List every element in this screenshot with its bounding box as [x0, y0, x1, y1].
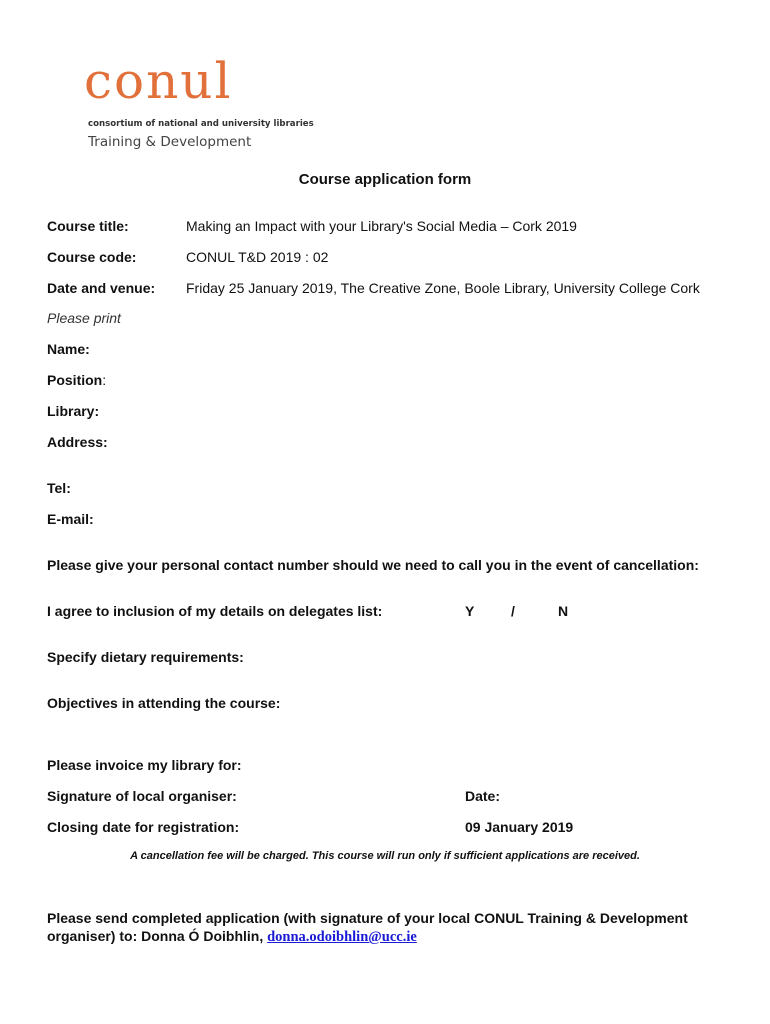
send-instructions: [47, 909, 737, 946]
invoice-label: Please invoice my library for:: [47, 757, 242, 773]
position-colon: :: [102, 372, 107, 388]
delegates-list-label: I agree to inclusion of my details on delegates list:: [47, 603, 383, 619]
logo-subtitle: Training & Development: [88, 134, 252, 150]
closing-date-value: 09 January 2019: [465, 819, 574, 835]
name-label: Name:: [47, 341, 90, 357]
course-code-label: Course code:: [47, 249, 137, 265]
conul-logo: [84, 52, 314, 157]
date-label: Date:: [465, 788, 501, 804]
send-instructions-text: Please send completed application (with signature of your local CONUL Training & Development organiser) to: Donna Ó Doibhlin,: [47, 910, 688, 944]
date-venue-value: Friday 25 January 2019, The Creative Zone, Boole Library, University College Cork: [186, 280, 700, 296]
tel-label: Tel:: [47, 480, 71, 496]
contact-number-prompt: Please give your personal contact number should we need to call you in the event of cancellation:: [47, 557, 699, 573]
course-title-value: Making an Impact with your Library's Social Media – Cork 2019: [186, 218, 577, 234]
cancellation-note: A cancellation fee will be charged. This course will run only if sufficient applications are received.: [130, 850, 640, 862]
organiser-email-link[interactable]: donna.odoibhlin@ucc.ie: [267, 929, 417, 945]
delegates-yes: Y: [465, 603, 475, 619]
course-title-label: Course title:: [47, 218, 129, 234]
logo-tagline: consortium of national and university libraries: [88, 119, 314, 129]
objectives-label: Objectives in attending the course:: [47, 695, 281, 711]
delegates-slash: /: [511, 603, 515, 619]
position-label: Position: [47, 372, 103, 388]
signature-label: Signature of local organiser:: [47, 788, 237, 804]
course-code-value: CONUL T&D 2019 : 02: [186, 249, 329, 265]
library-label: Library:: [47, 403, 100, 419]
form-title: Course application form: [298, 171, 472, 188]
date-venue-label: Date and venue:: [47, 280, 156, 296]
address-label: Address:: [47, 434, 108, 450]
logo-wordmark: conul: [84, 52, 233, 110]
position-label-group: [47, 372, 106, 388]
closing-date-label: Closing date for registration:: [47, 819, 240, 835]
dietary-label: Specify dietary requirements:: [47, 649, 244, 665]
email-label: E-mail:: [47, 511, 94, 527]
please-print-note: Please print: [47, 310, 121, 326]
delegates-no: N: [558, 603, 569, 619]
